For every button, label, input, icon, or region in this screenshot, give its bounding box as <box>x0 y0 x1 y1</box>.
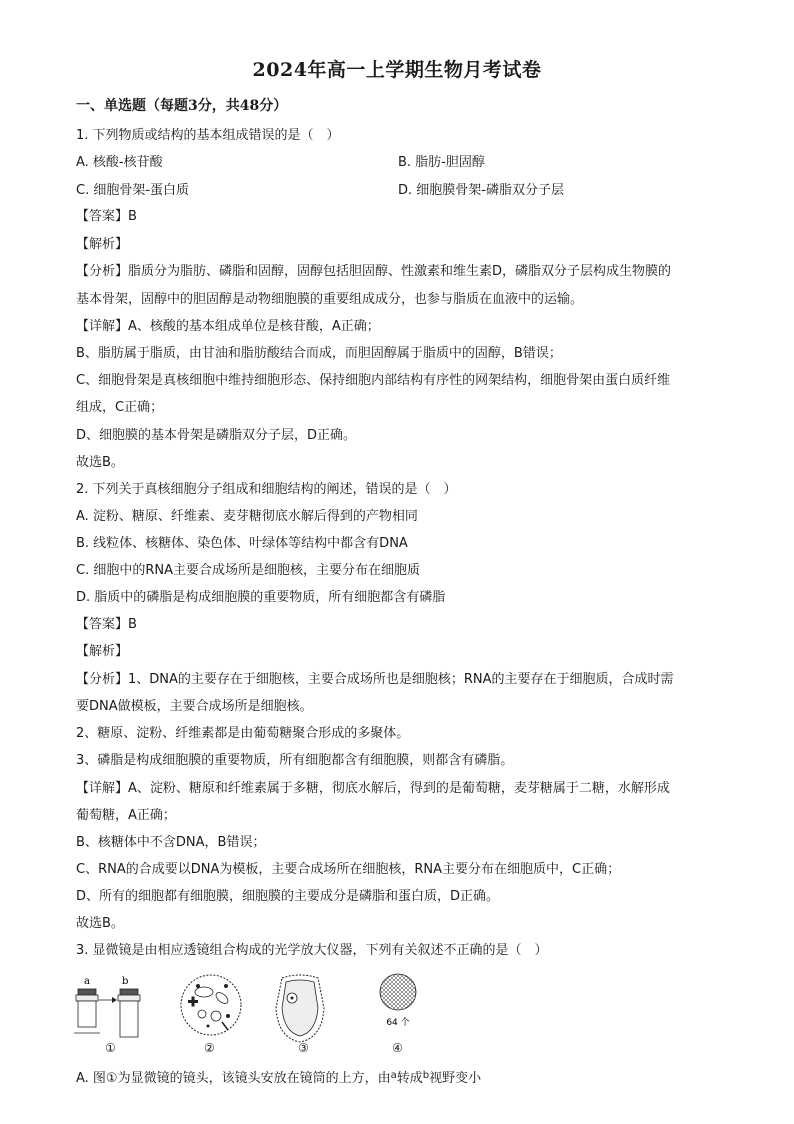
q2-detail-line5: D、所有的细胞都有细胞膜，细胞膜的主要成分是磷脂和蛋白质，D正确。 <box>76 889 500 904</box>
q2-conclusion: 故选B。 <box>76 916 124 931</box>
q1-analysis-line1: 【分析】脂质分为脂肪、磷脂和固醇，固醇包括胆固醇、性激素和维生素D，磷脂双分子层构成生物膜的 <box>76 264 672 279</box>
q3-option-a <box>76 1067 481 1088</box>
q2-option-b: B. 线粒体、核糖体、染色体、叶绿体等结构中都含有DNA <box>76 536 408 551</box>
cell-count-figure <box>376 972 420 1030</box>
q2-detail-line3: B、核糖体中不含DNA，B错误； <box>76 835 266 850</box>
q2-detail-line2: 葡萄糖，A正确； <box>76 808 176 823</box>
figure-number-3: ③ <box>298 1041 309 1055</box>
q1-detail-line4: 组成，C正确； <box>76 400 164 415</box>
q1-detail-line5: D、细胞膜的基本骨架是磷脂双分子层，D正确。 <box>76 428 357 443</box>
q1-option-b: B. 脂肪-胆固醇 <box>398 155 485 170</box>
q1-option-c: C. 细胞骨架-蛋白质 <box>76 183 190 198</box>
figure-number-1: ① <box>105 1041 116 1055</box>
field-of-view-cells-figure <box>178 972 244 1038</box>
q2-stem: 2. 下列关于真核细胞分子组成和细胞结构的阐述，错误的是（ ） <box>76 482 457 497</box>
q3-stem: 3. 显微镜是由相应透镜组合构成的光学放大仪器，下列有关叙述不正确的是（ ） <box>76 943 548 958</box>
q3-option-a-text-start: A. 图①为显微镜的镜头，该镜头安放在镜筒的上方，由 <box>76 1071 391 1086</box>
page-title: 2024年高一上学期生物月考试卷 <box>252 59 542 81</box>
q2-analysis-line4: 3、磷脂是构成细胞膜的重要物质，所有细胞都含有细胞膜，则都含有磷脂。 <box>76 753 514 768</box>
q2-detail-line1: 【详解】A、淀粉、糖原和纤维素属于多糖，彻底水解后，得到的是葡萄糖，麦芽糖属于二糖，水解形成 <box>76 781 670 796</box>
q3-option-a-text-mid: 转成 <box>396 1071 423 1086</box>
section-heading: 一、单选题（每题3分，共48分） <box>76 98 288 114</box>
q2-detail-line4: C、RNA的合成要以DNA为模板，主要合成场所在细胞核，RNA主要分布在细胞质中，C正确； <box>76 862 621 877</box>
q1-detail-line2: B、脂肪属于脂质，由甘油和脂肪酸结合而成，而胆固醇属于脂质中的固醇，B错误； <box>76 346 562 361</box>
q3-figures <box>70 972 430 1062</box>
q2-option-a: A. 淀粉、糖原、纤维素、麦芽糖彻底水解后得到的产物相同 <box>76 509 418 524</box>
q1-jiexi: 【解析】 <box>76 237 129 252</box>
q2-option-d: D. 脂质中的磷脂是构成细胞膜的重要物质，所有细胞都含有磷脂 <box>76 590 446 605</box>
figure-number-4: ④ <box>392 1041 403 1055</box>
q1-analysis-line2: 基本骨架，固醇中的胆固醇是动物细胞膜的重要组成成分，也参与脂质在血液中的运输。 <box>76 292 584 307</box>
q1-conclusion: 故选B。 <box>76 455 124 470</box>
objective-lens-figure <box>70 972 150 1052</box>
q3-option-a-lens-b: b <box>422 1070 430 1081</box>
q2-analysis-line3: 2、糖原、淀粉、纤维素都是由葡萄糖聚合形成的多聚体。 <box>76 726 410 741</box>
lens-label-b: b <box>122 976 129 987</box>
q1-answer: 【答案】B <box>76 209 137 224</box>
q2-jiexi: 【解析】 <box>76 644 129 659</box>
plant-cell-figure <box>272 972 328 1046</box>
q1-option-a: A. 核酸-核苷酸 <box>76 155 163 170</box>
q1-detail-line3: C、细胞骨架是真核细胞中维持细胞形态、保持细胞内部结构有序性的网架结构，细胞骨架由蛋白质纤维 <box>76 373 671 388</box>
q2-analysis-line2: 要DNA做模板，主要合成场所是细胞核。 <box>76 699 313 714</box>
q1-detail-line1: 【详解】A、核酸的基本组成单位是核苷酸，A正确； <box>76 319 380 334</box>
q2-answer: 【答案】B <box>76 617 137 632</box>
q1-stem: 1. 下列物质或结构的基本组成错误的是（ ） <box>76 128 340 143</box>
figure-number-2: ② <box>204 1041 215 1055</box>
q2-option-c: C. 细胞中的RNA主要合成场所是细胞核，主要分布在细胞质 <box>76 563 420 578</box>
q3-option-a-lens-a: a <box>390 1070 397 1081</box>
q2-analysis-line1: 【分析】1、DNA的主要存在于细胞核，主要合成场所也是细胞核；RNA的主要存在于细胞质，合成时需 <box>76 672 674 687</box>
cell-count-label: 64 个 <box>386 1018 410 1028</box>
lens-label-a: a <box>84 976 90 987</box>
q1-option-d: D. 细胞膜骨架-磷脂双分子层 <box>398 183 564 198</box>
q3-option-a-text-end: 视野变小 <box>429 1071 482 1086</box>
